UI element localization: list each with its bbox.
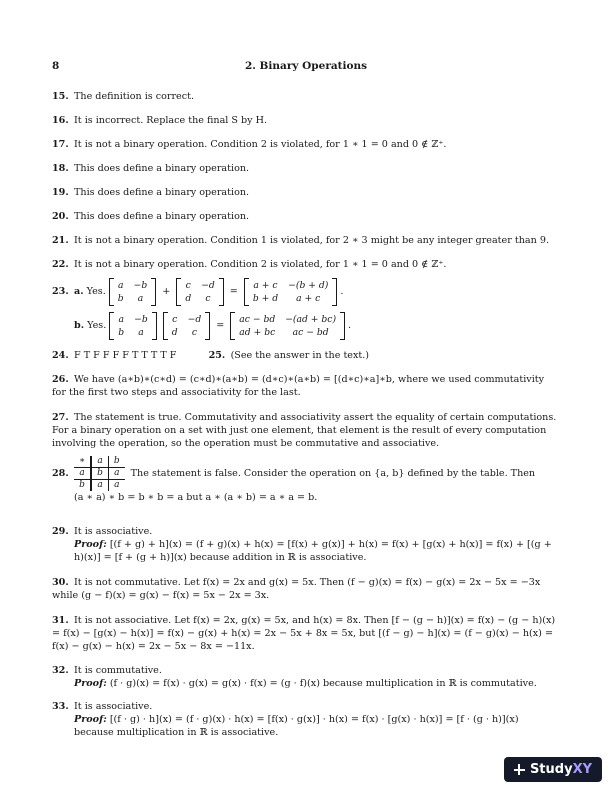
answer-number: 24. — [52, 350, 69, 361]
answer-16 — [52, 114, 560, 127]
answer-30 — [52, 576, 560, 602]
answer-text: This does define a binary operation. — [74, 163, 250, 174]
answer-32 — [52, 664, 560, 690]
answer-text: It is associative. — [74, 526, 153, 537]
proof-label: Proof: — [74, 714, 107, 726]
answer-number: 18. — [52, 163, 69, 174]
brand-xy: XY — [572, 762, 592, 777]
answer-text: It is associative. — [74, 701, 153, 712]
answer-22 — [52, 258, 560, 271]
answer-26 — [52, 373, 560, 399]
part-label: b. — [74, 320, 85, 332]
answer-text: The statement is false. Consider the operation on {a, b} defined by the table. Then — [130, 467, 536, 479]
answer-text: It is commutative. — [74, 665, 162, 676]
chapter-title: 2. Binary Operations — [244, 60, 368, 72]
answer-23b-row: b. Yes. a −b b a c −d d c = ac − bd −(ad + bc) ad + bc ac − bd . — [74, 314, 352, 338]
answer-number: 23. — [52, 286, 69, 298]
proof-text: [(f + g) + h](x) = (f + g)(x) + h(x) = [f(x) + g(x)] + h(x) = f(x) + [g(x) + h(x)] = f(x) + [(g + h)(x)] = [f + (g + h)](x) because addition in ℝ is associative. — [74, 539, 552, 564]
part-text: Yes. — [86, 286, 106, 298]
answer-21 — [52, 234, 560, 247]
answer-text: The statement is true. Commutativity and associativity assert the equality of certain computations. For a binary operation on a set with just one element, that element is the result of every computation involving the operation, so the operation must be commutative and associative. — [52, 412, 557, 450]
proof-label: Proof: — [74, 678, 107, 690]
part-label: a. — [74, 286, 84, 298]
answer-text: It is not associative. Let f(x) = 2x, g(x) = 5x, and h(x) = 8x. Then [f − (g − h)](x) = f(x) − (g − h)(x) = f(x) − [g(x) − h(x)] = f(x) − g(x) + h(x) = 2x − 5x + 8x = 5x, but [(f − g) − h](x) = (f − g)(x) − h(x) = f(x) − g(x) − h(x) = 2x − 5x − 8x = −11x. — [52, 615, 556, 653]
answer-31 — [52, 614, 560, 654]
answer-23 — [52, 278, 560, 340]
answer-number: 25. — [208, 350, 226, 361]
answer-number: 32. — [52, 665, 69, 676]
answer-number: 15. — [52, 91, 69, 102]
answer-number: 17. — [52, 139, 69, 150]
answer-number: 33. — [52, 701, 69, 712]
answer-number: 29. — [52, 526, 69, 537]
matrix: c −d d c — [176, 278, 223, 306]
answer-text: It is incorrect. Replace the final S by H. — [74, 115, 268, 126]
answer-text: It is not a binary operation. Condition 2 is violated, for 1 ∗ 1 = 0 and 0 ∉ ℤ⁺. — [74, 139, 447, 150]
matrix: c −d d c — [163, 312, 210, 340]
answer-number: 20. — [52, 211, 69, 222]
answer-28 — [52, 456, 560, 504]
answer-number: 19. — [52, 187, 69, 198]
answer-text: It is not a binary operation. Condition 1 is violated, for 2 ∗ 3 might be any integer greater than 9. — [74, 235, 549, 246]
answer-text: It is not a binary operation. Condition 2 is violated, for 1 ∗ 1 = 0 and 0 ∉ ℤ⁺. — [74, 259, 447, 270]
matrix: a −b b a — [109, 278, 156, 306]
answer-33 — [52, 700, 560, 740]
answer-text: The definition is correct. — [74, 91, 195, 102]
plus-sign: + — [162, 286, 171, 298]
answer-text: F T F F F F T T T T F — [74, 350, 177, 361]
answer-number: 22. — [52, 259, 69, 270]
brand-study: Study — [529, 762, 573, 777]
answer-29 — [52, 525, 560, 565]
matrix: ac − bd −(ad + bc) ad + bc ac − bd — [230, 312, 345, 340]
answer-number: 30. — [52, 577, 69, 588]
part-text: Yes. — [87, 320, 107, 332]
answer-number: 21. — [52, 235, 69, 246]
plus-icon — [514, 764, 525, 775]
equals-sign: = — [216, 320, 225, 332]
answer-27 — [52, 411, 560, 451]
answer-text: This does define a binary operation. — [74, 187, 250, 198]
answer-number: 26. — [52, 374, 69, 385]
answer-28-row — [52, 456, 560, 491]
answer-24-25 — [52, 349, 560, 362]
answer-number: 16. — [52, 115, 69, 126]
equals-sign: = — [229, 286, 238, 298]
answer-15 — [52, 90, 560, 103]
answer-text: We have (a∗b)∗(c∗d) = (c∗d)∗(a∗b) = (d∗c)∗(a∗b) = [(d∗c)∗a]∗b, where we used commutativity for the first two steps and associativity for the last. — [52, 374, 545, 399]
proof-text: [(f · g) · h](x) = (f · g)(x) · h(x) = [f(x) · g(x)] · h(x) = f(x) · [g(x) · h(x)] = [f · (g · h)](x) because multiplication in ℝ is associative. — [74, 714, 519, 739]
matrix: a + c −(b + d) b + d a + c — [244, 278, 337, 306]
answer-23a-row: 23. a. Yes. a −b b a + c −d d c = a + c −(b + d) b + d a + c . — [52, 280, 344, 304]
proof-text: (f · g)(x) = f(x) · g(x) = g(x) · f(x) = (g · f)(x) because multiplication in ℝ is commutative. — [109, 678, 537, 690]
proof-label: Proof: — [74, 539, 107, 551]
answer-number: 28. — [52, 467, 69, 479]
answer-text: It is not commutative. Let f(x) = 2x and g(x) = 5x. Then (f − g)(x) = f(x) − g(x) = 2x − 5x = −3x while (g − f)(x) = g(x) − f(x) = 5x − 2x = 3x. — [52, 577, 541, 602]
page-number: 8 — [52, 60, 60, 72]
answer-20 — [52, 210, 560, 223]
answer-text: (See the answer in the text.) — [230, 350, 370, 361]
answer-19 — [52, 186, 560, 199]
answer-text: This does define a binary operation. — [74, 211, 250, 222]
answer-number: 31. — [52, 615, 69, 626]
matrix: a −b b a — [109, 312, 156, 340]
answer-number: 27. — [52, 412, 69, 423]
answer-28-line2: (a ∗ a) ∗ b = b ∗ b = a but a ∗ (a ∗ b) = a ∗ a = b. — [74, 492, 318, 503]
operation-table: ∗ a b a b a b a a — [74, 456, 125, 491]
answer-18 — [52, 162, 560, 175]
studyxy-watermark[interactable] — [504, 757, 602, 782]
answer-17 — [52, 138, 560, 151]
